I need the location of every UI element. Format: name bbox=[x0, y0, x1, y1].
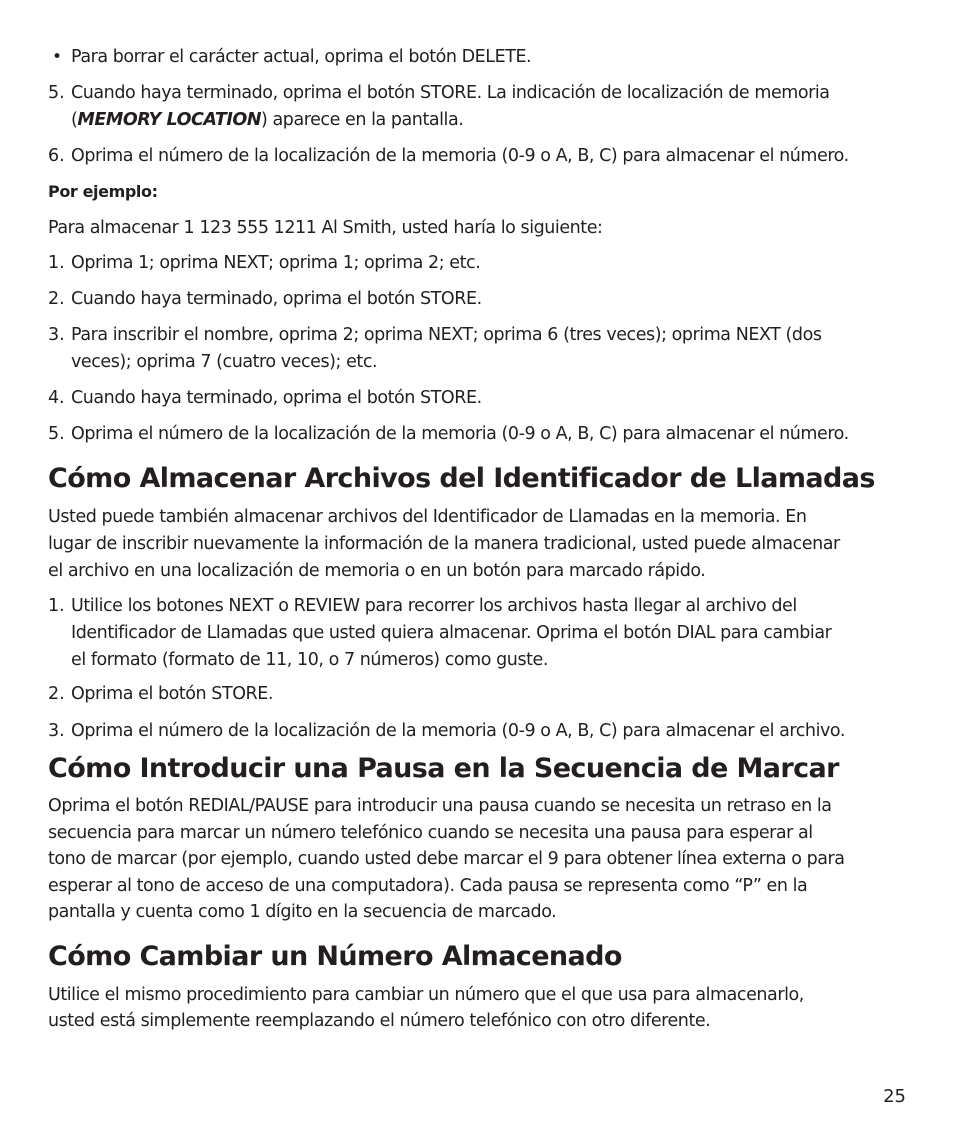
paragraph-line: secuencia para marcar un número telefónico cuando se necesita una pausa para esperar al bbox=[48, 823, 813, 843]
bullet-marker: • bbox=[52, 47, 63, 67]
paragraph-line: el archivo en una localización de memoria o en un botón para marcado rápido. bbox=[48, 561, 706, 581]
paragraph-line: pantalla y cuenta como 1 dígito en la secuencia de marcado. bbox=[48, 902, 557, 922]
step-text: Cuando haya terminado, oprima el botón STORE. bbox=[71, 388, 482, 408]
paragraph-line: Oprima el botón REDIAL/PAUSE para introducir una pausa cuando se necesita un retraso en la bbox=[48, 796, 832, 816]
step-text: Utilice los botones NEXT o REVIEW para recorrer los archivos hasta llegar al archivo del bbox=[71, 596, 797, 616]
step-number: 1. bbox=[48, 253, 65, 273]
step-text: el formato (formato de 11, 10, o 7 números) como guste. bbox=[71, 650, 548, 670]
step-text: Oprima el número de la localización de la memoria (0-9 o A, B, C) para almacenar el archivo. bbox=[71, 721, 845, 741]
section-heading-callerid: Cómo Almacenar Archivos del Identificador de Llamadas bbox=[48, 463, 875, 494]
paragraph-line: Usted puede también almacenar archivos del Identificador de Llamadas en la memoria. En bbox=[48, 507, 807, 527]
step-number: 5. bbox=[48, 424, 65, 444]
step-text: Oprima el número de la localización de la memoria (0-9 o A, B, C) para almacenar el número. bbox=[71, 146, 849, 166]
paragraph-line: Utilice el mismo procedimiento para cambiar un número que el que usa para almacenarlo, bbox=[48, 985, 804, 1005]
step-number: 3. bbox=[48, 721, 65, 741]
step-number: 1. bbox=[48, 596, 65, 616]
page-number: 25 bbox=[883, 1086, 906, 1107]
bullet-delete-text: Para borrar el carácter actual, oprima el botón DELETE. bbox=[71, 47, 532, 67]
step-text: Cuando haya terminado, oprima el botón STORE. La indicación de localización de memoria bbox=[71, 83, 830, 103]
paragraph-line: esperar al tono de acceso de una computadora). Cada pausa se representa como “P” en la bbox=[48, 876, 808, 896]
step-text: Para inscribir el nombre, oprima 2; oprima NEXT; oprima 6 (tres veces); oprima NEXT (dos bbox=[71, 325, 822, 345]
step-number: 5. bbox=[48, 83, 65, 103]
step-text: Oprima 1; oprima NEXT; oprima 1; oprima 2; etc. bbox=[71, 253, 481, 273]
step-text: Identificador de Llamadas que usted quiera almacenar. Oprima el botón DIAL para cambiar bbox=[71, 623, 832, 643]
example-intro: Para almacenar 1 123 555 1211 Al Smith, usted haría lo siguiente: bbox=[48, 218, 603, 238]
step-number: 2. bbox=[48, 684, 65, 704]
step-number: 2. bbox=[48, 289, 65, 309]
memory-location-emphasis: MEMORY LOCATION bbox=[77, 110, 262, 130]
step-text: (MEMORY LOCATION) aparece en la pantalla. bbox=[71, 110, 464, 130]
step-number: 3. bbox=[48, 325, 65, 345]
step-text: veces); oprima 7 (cuatro veces); etc. bbox=[71, 352, 378, 372]
section-heading-change: Cómo Cambiar un Número Almacenado bbox=[48, 941, 622, 972]
paragraph-line: usted está simplemente reemplazando el número telefónico con otro diferente. bbox=[48, 1011, 711, 1031]
step-text: Cuando haya terminado, oprima el botón STORE. bbox=[71, 289, 482, 309]
section-heading-pause: Cómo Introducir una Pausa en la Secuencia de Marcar bbox=[48, 753, 839, 784]
step-text: Oprima el botón STORE. bbox=[71, 684, 273, 704]
step-number: 6. bbox=[48, 146, 65, 166]
example-label: Por ejemplo: bbox=[48, 182, 158, 201]
step-text: Oprima el número de la localización de la memoria (0-9 o A, B, C) para almacenar el número. bbox=[71, 424, 849, 444]
paragraph-line: tono de marcar (por ejemplo, cuando usted debe marcar el 9 para obtener línea externa o para bbox=[48, 849, 845, 869]
paragraph-line: lugar de inscribir nuevamente la información de la manera tradicional, usted puede almacenar bbox=[48, 534, 840, 554]
step-number: 4. bbox=[48, 388, 65, 408]
